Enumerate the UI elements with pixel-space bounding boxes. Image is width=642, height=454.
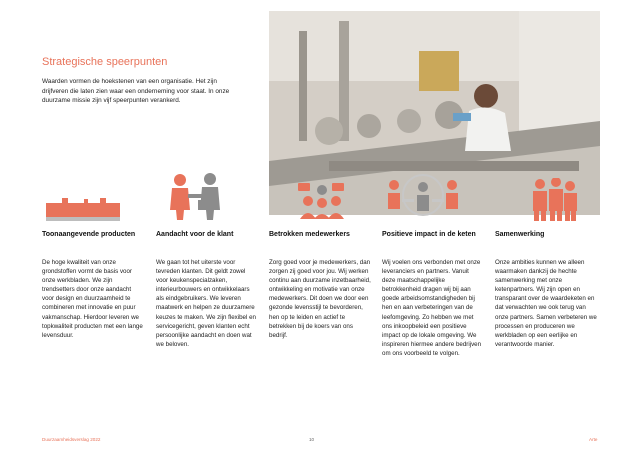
- column-heading: Positieve impact in de keten: [382, 231, 476, 238]
- section-title: Strategische speerpunten: [42, 56, 168, 68]
- column-body: Onze ambities kunnen we alleen waarmaken dankzij de hechte samenwerking met onze ketenpartners. Wij zijn open en transparant over de waardeketen en dat verwachten we ook terug van onze partners. Samen verbeteren we processen en produceren we werkbladen op een eerlijke en verantwoorde manier.: [495, 259, 597, 348]
- column-samenwerking: [495, 230, 597, 349]
- column-positieve-impact: [382, 230, 484, 358]
- column-body: Zorg goed voor je medewerkers, dan zorgen zij goed voor jou. Wij werken continu aan duurzame inzetbaarheid, ontwikkeling en motivatie van onze medewerkers. Dit doen we door een gezonde levensstijl te bevorderen, hen op te leiden en actief te betrekken bij de koers van ons bedrijf.: [269, 259, 371, 339]
- column-betrokken-medewerkers: [269, 230, 371, 340]
- column-heading: Samenwerking: [495, 231, 545, 238]
- column-heading: Toonaangevende producten: [42, 231, 136, 238]
- footer-brand: Arte: [589, 437, 598, 442]
- countertop-icon: [44, 195, 126, 223]
- column-body: Wij voelen ons verbonden met onze leveranciers en partners. Vanuit deze maatschappelijke betrokkenheid dragen wij bij aan goede arbeidsomstandigheden bij hen en aan verbeteringen van de leefomgeving. Zo hebben we met ons inkoopbeleid een positieve impact op de lokale omgeving. We inspireren hiermee andere bedrijven om ons voorbeeld te volgen.: [382, 259, 482, 357]
- column-heading: Betrokken medewerkers: [269, 231, 350, 238]
- teamwork-people-icon: [528, 178, 582, 222]
- footer-report-title: Duurzaamheidsverslag 2022: [42, 437, 101, 442]
- supply-chain-globe-icon: [384, 171, 462, 221]
- column-aandacht-voor-de-klant: [156, 230, 258, 349]
- column-toonaangevende-producten: [42, 230, 144, 340]
- intro-paragraph: Waarden vormen de hoekstenen van een organisatie. Het zijn drijfveren die laten zien waar een onderneming voor staat. In onze duurzame missie zijn vijf speerpunten verankerd.: [42, 78, 230, 105]
- employees-group-icon: [296, 181, 348, 221]
- handshake-people-icon: [162, 172, 232, 222]
- column-body: De hoge kwaliteit van onze grondstoffen vormt de basis voor onze werkbladen. We zijn trendsetters door onze aandacht voor design en duurzaamheid te combineren met innovatie en puur vakmanschap. Hierdoor leveren we topkwaliteit producten met een lange levensduur.: [42, 259, 143, 339]
- column-body: We gaan tot het uiterste voor tevreden klanten. Dit geldt zowel voor keukenspecialzaken, interieurbouwers en ontwikkelaars als eindgebruikers. We leveren maatwerk en helpen ze duurzamere keuzes te maken. We zijn flexibel en servicegericht, geven klanten echt persoonlijke aandacht en doen wat we beloven.: [156, 259, 256, 348]
- column-heading: Aandacht voor de klant: [156, 231, 234, 238]
- footer-page-number: 10: [309, 437, 315, 442]
